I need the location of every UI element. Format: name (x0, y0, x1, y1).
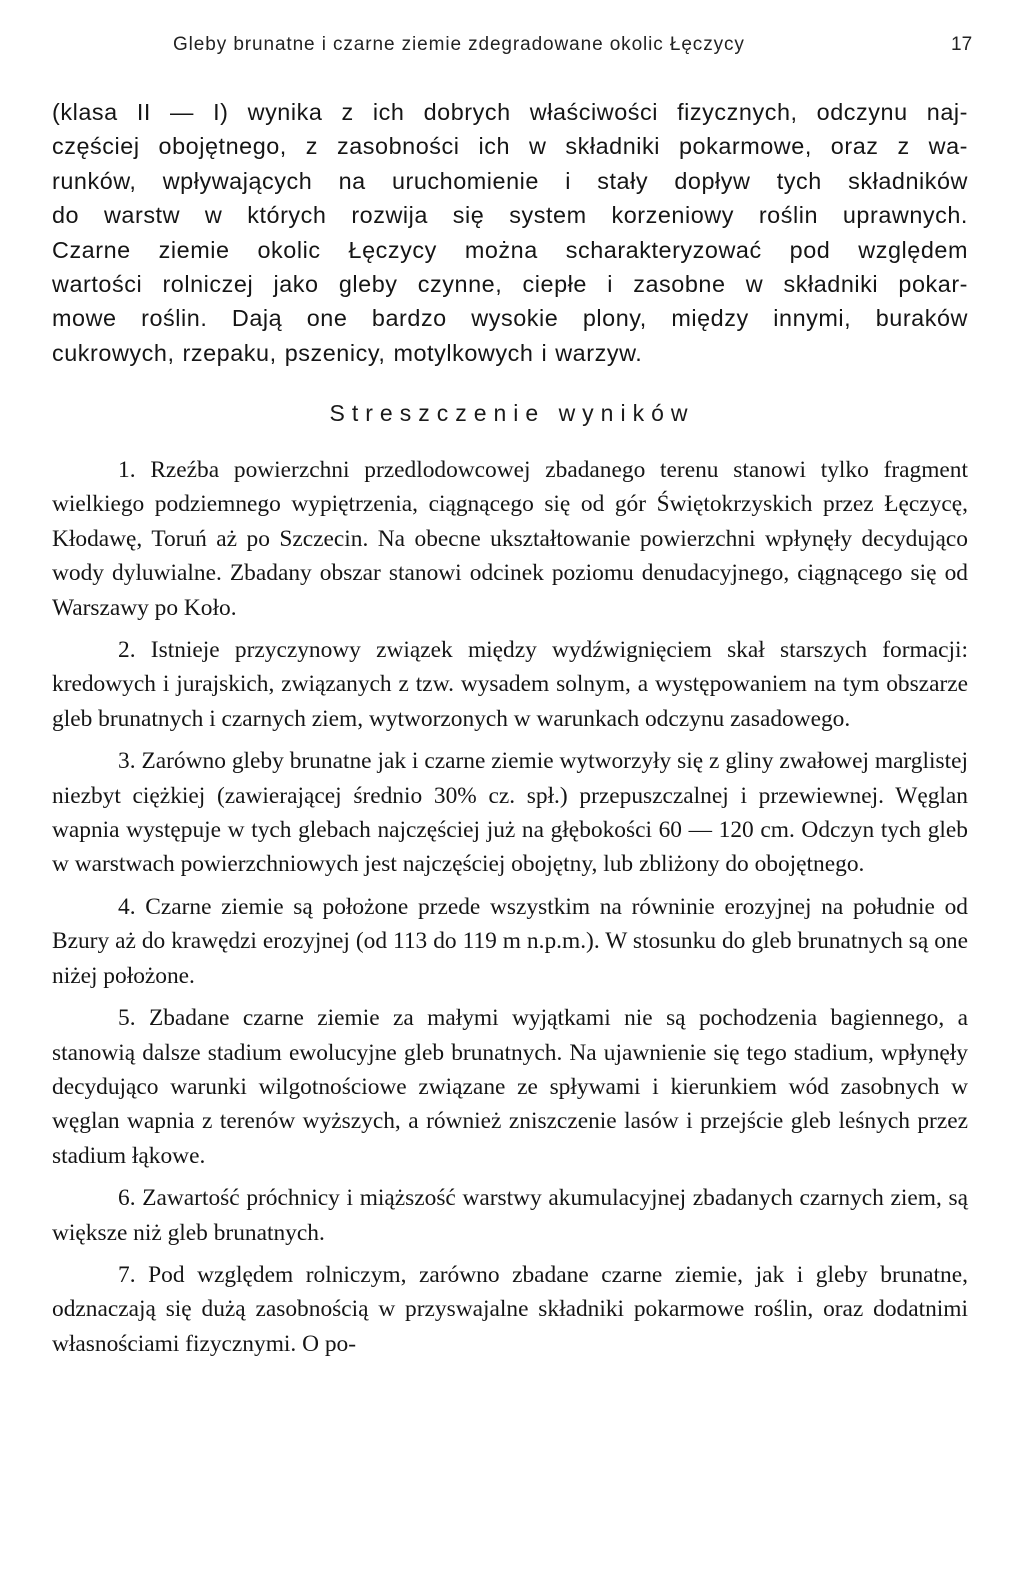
summary-item (52, 744, 968, 882)
summary-item-text: Istnieje przyczynowy związek między wydźwignięciem skał starszych formacji: kredowych i jurajskich, związanych z tzw. wysadem solnym, a występowaniem na tym obszarze gleb brunatnych i czarnych ziem, wytworzonych w warunkach odczynu zasadowego. (52, 637, 968, 732)
summary-item-number: 1. (118, 457, 136, 483)
summary-item (52, 1181, 968, 1250)
summary-item (52, 633, 968, 736)
intro-line: runków, wpływających na uruchomienie i stały dopływ tych składników (52, 167, 968, 194)
page-number: 17 (951, 34, 973, 55)
intro-line: Czarne ziemie okolic Łęczycy można scharakteryzować pod względem (52, 236, 968, 263)
intro-line: częściej obojętnego, z zasobności ich w składniki pokarmowe, oraz z wa- (52, 133, 968, 160)
section-heading: Streszczenie wyników (329, 400, 695, 426)
running-header (0, 34, 1024, 62)
summary-item (52, 1001, 968, 1173)
summary-item-text: Zbadane czarne ziemie za małymi wyjątkami nie są pochodzenia bagiennego, a stanowią dalsze stadium ewolucyjne gleb brunatnych. Na ujawnienie się tego stadium, wpłynęły decydująco warunki wilgotnościowe związane ze spływami i kierunkiem wód zasobnych w węglan wapnia z terenów wyższych, a również zniszczenie lasów i przejście gleb leśnych przez stadium łąkowe. (52, 1005, 968, 1169)
intro-line: do warstw w których rozwija się system korzeniowy roślin uprawnych. (52, 202, 968, 229)
summary-item (52, 890, 968, 993)
intro-paragraph (52, 95, 968, 370)
summary-item-text: Pod względem rolniczym, zarówno zbadane czarne ziemie, jak i gleby brunatne, odznaczają się dużą zasobnością w przyswajalne składniki pokarmowe roślin, oraz dodatnimi własnościami fizycznymi. O po- (52, 1261, 968, 1357)
summary-item-number: 3. (118, 748, 136, 775)
summary-item-number: 7. (118, 1261, 136, 1288)
intro-line: wartości rolniczej jako gleby czynne, ciepłe i zasobne w składniki pokar- (52, 271, 968, 298)
summary-list (52, 453, 968, 1361)
summary-item-number: 2. (118, 637, 136, 664)
summary-item-number: 4. (118, 893, 136, 920)
summary-item-text: Zawartość próchnicy i miąższość warstwy akumulacyjnej zbadanych czarnych ziem, są większe niż gleb brunatnych. (52, 1185, 968, 1246)
summary-item-text: Rzeźba powierzchni przedlodowcowej zbadanego terenu stanowi tylko fragment wielkiego podziemnego wypiętrzenia, ciągnącego się od gór Świętokrzyskich przez Łęczycę, Kłodawę, Toruń aż po Szczecin. Na obecne ukształtowanie powierzchni wpłynęły decydująco wody dyluwialne. Zbadany obszar stanowi odcinek poziomu denudacyjnego, ciągnącego się od Warszawy po Koło. (52, 457, 968, 621)
summary-item (52, 1258, 968, 1361)
intro-line: cukrowych, rzepaku, pszenicy, motylkowych i warzyw. (52, 339, 643, 366)
summary-item-number: 5. (118, 1005, 136, 1032)
summary-item-number: 6. (118, 1185, 136, 1212)
summary-item-text: Zarówno gleby brunatne jak i czarne ziemie wytworzyły się z gliny zwałowej marglistej niezbyt ciężkiej (zawierającej średnio 30% cz. spł.) przepuszczalnej i przewiewnej. Węglan wapnia występuje w tych glebach najczęściej już na głębokości 60 — 120 cm. Odczyn tych gleb w warstwach powierzchniowych jest najczęściej obojętny, lub zbliżony do obojętnego. (52, 748, 968, 878)
summary-item-text: Czarne ziemie są położone przede wszystkim na równinie erozyjnej na południe od Bzury aż do krawędzi erozyjnej (od 113 do 119 m n.p.m.). W stosunku do gleb brunatnych są one niżej położone. (52, 893, 968, 989)
header-title: Gleby brunatne i czarne ziemie zdegradowane okolic Łęczycy (173, 34, 745, 55)
intro-line: (klasa II — I) wynika z ich dobrych właściwości fizycznych, odczynu naj- (52, 99, 968, 125)
summary-item (52, 453, 968, 625)
intro-line: mowe roślin. Dają one bardzo wysokie plony, między innymi, buraków (52, 305, 968, 332)
